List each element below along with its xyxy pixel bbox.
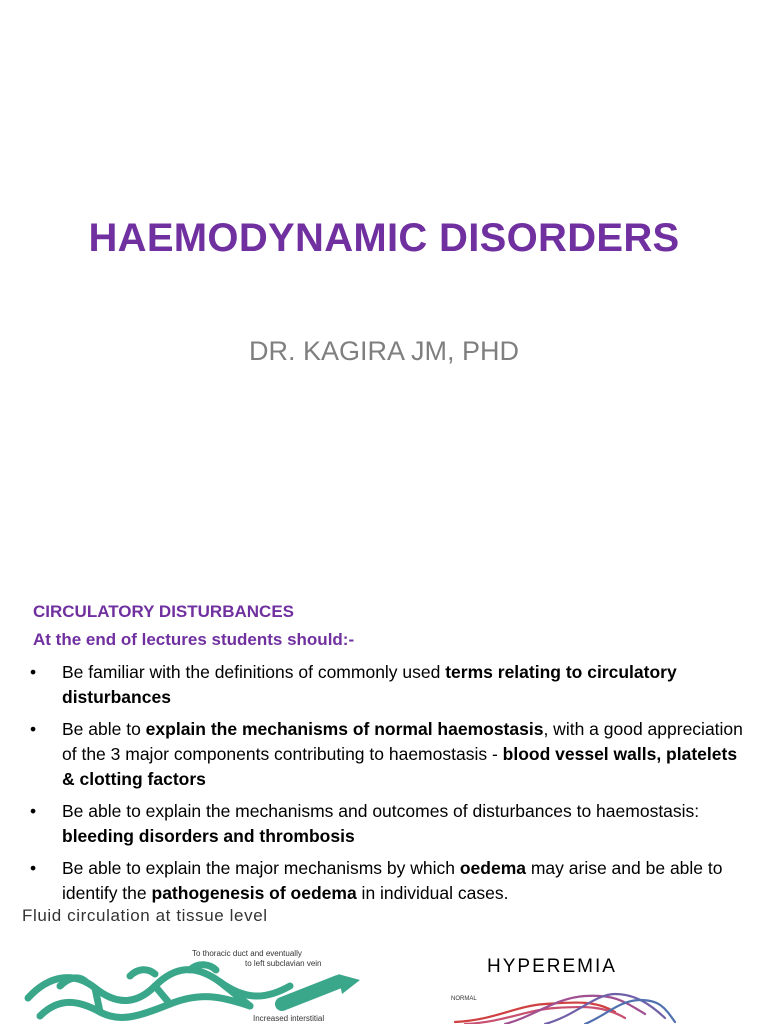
bullet-emphasis: pathogenesis of oedema [151,883,357,903]
bullet-icon: • [30,662,37,682]
list-item [30,717,745,792]
bullet-emphasis: bleeding disorders and thrombosis [62,826,355,846]
bullet-text: Be able to explain the mechanisms and outcomes of disturbances to haemostasis: [62,801,700,821]
list-item [30,856,745,906]
list-item [30,660,745,710]
lymph-network-icon [20,946,365,1024]
bullet-text: Be familiar with the definitions of commonly used [62,662,446,682]
bullet-icon: • [30,719,37,739]
bullet-text: Be able to explain the major mechanisms by which [62,858,460,878]
figure-label: To thoracic duct and eventually [192,949,302,958]
objectives-list [30,660,745,913]
bullet-text: in individual cases. [356,883,509,903]
bullet-icon: • [30,801,37,821]
bullet-icon: • [30,858,37,878]
slide-author: DR. KAGIRA JM, PHD [248,336,520,366]
bullet-emphasis: blood vessel walls, platelets & clotting factors [62,744,738,789]
figure-label: Increased interstitial [253,1014,325,1023]
section-intro: At the end of lectures students should:- [33,630,355,649]
slide-title: HAEMODYNAMIC DISORDERS [88,216,680,260]
fluid-circulation-figure [20,946,365,1024]
list-item [30,799,745,849]
objectives-slide [0,576,768,1024]
figure-label: to left subclavian vein [245,959,322,968]
bullet-emphasis: explain the mechanisms of normal haemostasis [145,719,544,739]
bullet-text: may arise and be able to identify the [62,858,723,903]
bullet-emphasis: terms relating to circulatory disturbances [62,662,677,707]
figure-caption: Fluid circulation at tissue level [22,906,268,925]
section-heading: CIRCULATORY DISTURBANCES [33,602,294,621]
bullet-emphasis: oedema [459,858,526,878]
bullet-text: , with a good appreciation of the 3 major components contributing to haemostasis - [62,719,743,764]
hyperemia-figure [445,986,695,1024]
hyperemia-title: HYPEREMIA [487,956,617,977]
bullet-text: Be able to [62,719,146,739]
blood-vessel-icon [445,986,695,1024]
figure-label: NORMAL [451,996,477,1002]
